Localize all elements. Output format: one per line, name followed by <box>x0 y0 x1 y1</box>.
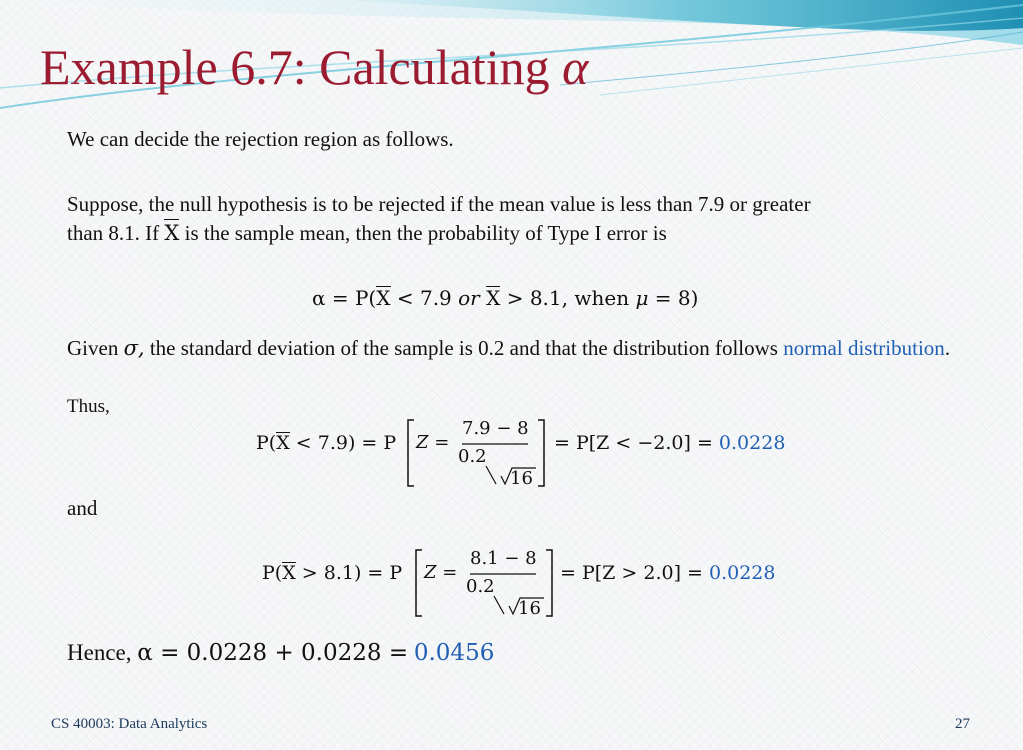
result-value: 0.0228 <box>718 432 786 454</box>
hence-conclusion: Hence, α = 0.0228 + 0.0228 = 0.0456 <box>67 640 495 666</box>
xbar-symbol: X <box>376 286 391 310</box>
alpha-symbol: α <box>562 39 589 95</box>
alpha-definition-equation: α = P(X < 7.9 or X > 8.1, when μ = 8) <box>312 286 699 310</box>
thus-label: Thus, <box>67 396 110 417</box>
intro-paragraph: We can decide the rejection region as follows. <box>67 127 454 151</box>
footer-course: CS 40003: Data Analytics <box>51 716 208 732</box>
page-number: 27 <box>955 716 970 732</box>
xbar-symbol: X <box>164 219 179 248</box>
result-value: 0.0228 <box>709 562 776 584</box>
normal-distribution-link[interactable]: normal distribution <box>783 336 945 360</box>
hypothesis-paragraph: Suppose, the null hypothesis is to be rejected if the mean value is less than 7.9 or greater than 8.1. If X is the sample mean, then the probability of Type I error is <box>67 190 811 247</box>
final-alpha-value: 0.0456 <box>413 640 495 666</box>
given-paragraph: Given σ, the standard deviation of the sample is 0.2 and that the distribution follows normal distribution. <box>67 336 951 360</box>
xbar-symbol: X <box>486 286 501 310</box>
page-title: Example 6.7: Calculating α <box>40 39 589 95</box>
xbar-symbol: X <box>276 432 290 454</box>
xbar-symbol: X <box>282 562 296 584</box>
and-label: and <box>67 496 98 520</box>
